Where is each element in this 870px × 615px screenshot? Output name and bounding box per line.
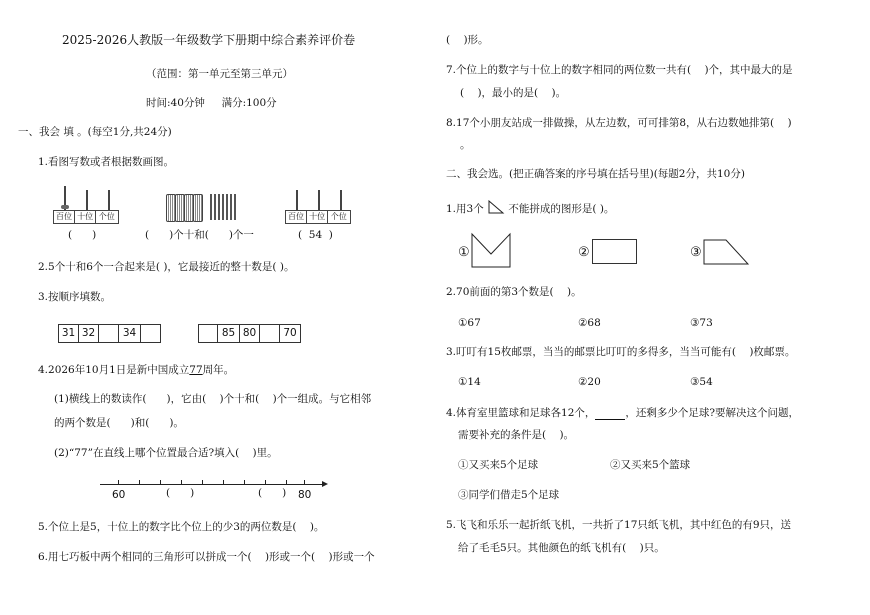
exam-title: 2025-2026人教版一年级数学下册期中综合素养评价卷	[62, 33, 356, 47]
nl-label-80: 80	[298, 489, 312, 501]
s2-q3-opt2: ②20	[578, 376, 601, 388]
q8-line2: 。	[460, 139, 471, 151]
q1-answer-c: ( 54 )	[298, 229, 333, 241]
q4-text	[38, 363, 234, 377]
seq-cell: 80	[239, 324, 260, 343]
trapezoid-shape	[703, 239, 749, 265]
s2-q2-opt3: ③73	[690, 317, 713, 329]
exam-range: （范围：第一单元至第三单元）	[146, 68, 293, 80]
q1-answer-a: ( )	[68, 229, 97, 241]
seq-cell[interactable]	[140, 324, 161, 343]
section2-heading: 二、我会选。(把正确答案的序号填在括号里)(每题2分，共10分)	[446, 168, 745, 180]
section1-heading: 一、我会 填 。(每空1分,共24分)	[18, 126, 172, 138]
s2-q1-post: 不能拼成的图形是( )。	[508, 203, 615, 215]
q5-text: 5.个位上是5，十位上的数字比个位上的少3的两位数是( )。	[38, 521, 325, 533]
q7-line2: ( )，最小的是( )。	[460, 87, 567, 99]
s2-q5-line2: 给了毛毛5只。其他颜色的纸飞机有( )只。	[458, 542, 665, 554]
s2-q3-opt1: ①14	[458, 376, 481, 388]
q4-underlined-number: 77	[189, 364, 203, 376]
s2-q4-opt1: ①又买来5个足球	[458, 459, 539, 471]
q8-line1: 8.17个小朋友站成一排做操，从左边数，可可排第8，从右边数她排第( )	[446, 117, 792, 129]
seq-cell: 70	[279, 324, 301, 343]
notched-square-shape	[471, 232, 511, 268]
exam-time-score: 时间:40分钟 满分:100分	[146, 97, 277, 109]
q1-text: 1.看图写数或者根据数画图。	[38, 156, 175, 168]
s2-q4-opt2: ②又买来5个篮球	[610, 459, 691, 471]
seq-cell: 34	[118, 324, 141, 343]
q4-text-post: 周年。	[202, 364, 235, 376]
q6-continued: ( )形。	[446, 34, 489, 46]
rectangle-shape	[592, 239, 637, 264]
nl-blank-1: ( )	[166, 487, 195, 499]
s2-q4-line2: 需要补充的条件是( )。	[458, 429, 575, 441]
s2-q1-text	[446, 200, 614, 216]
s2-q3-text: 3.叮叮有15枚邮票，当当的邮票比叮叮的多得多，当当可能有( )枚邮票。	[446, 346, 796, 358]
seq-cell[interactable]	[259, 324, 280, 343]
seq-cell: 31	[58, 324, 79, 343]
s2-q4-line1-pre: 4.体育室里篮球和足球各12个，	[446, 407, 596, 419]
s2-q5-line1: 5.飞飞和乐乐一起折纸飞机，一共折了17只纸飞机，其中红色的有9只，送	[446, 519, 792, 531]
abacus-label: 十位	[75, 211, 96, 223]
q4-sub1-line1: (1)横线上的数读作( )，它由( )个十和( )个一组成。与它相邻	[54, 393, 372, 405]
seq-cell[interactable]	[198, 324, 218, 343]
q1-answer-b: ( )个十和( )个一	[145, 229, 254, 241]
s2-q2-opt1: ①67	[458, 317, 481, 329]
q4-text-pre: 4.2026年10月1日是新中国成立	[38, 364, 190, 376]
q7-line1: 7.个位上的数字与十位上的数字相同的两位数一共有( )个，其中最大的是	[446, 64, 793, 76]
s2-q4-line1	[446, 406, 799, 420]
s2-q4-opt3: ③同学们借走5个足球	[458, 489, 560, 501]
q4-sub1-line2: 的两个数是( )和( )。	[54, 417, 184, 429]
option-3-marker: ③	[690, 245, 702, 260]
abacus-label: 个位	[98, 212, 115, 221]
seq-cell: 32	[78, 324, 99, 343]
abacus-label: 百位	[286, 211, 307, 223]
q4-sub2: (2)“77”在直线上哪个位置最合适?填入( )里。	[54, 447, 278, 459]
s2-q4-line1-post: ，还剩多少个足球?要解决这个问题，	[625, 407, 800, 419]
q3-text: 3.按顺序填数。	[38, 291, 112, 303]
s2-q1-pre: 1.用3个	[446, 203, 484, 215]
seq-cell: 85	[217, 324, 240, 343]
option-2-marker: ②	[578, 245, 590, 260]
s2-q2-text: 2.70前面的第3个数是( )。	[446, 286, 582, 298]
s2-q3-opt3: ③54	[690, 376, 713, 388]
s2-q4-blank[interactable]	[595, 409, 625, 420]
seq-cell[interactable]	[98, 324, 119, 343]
abacus-label: 十位	[307, 211, 328, 223]
nl-label-60: 60	[112, 489, 126, 501]
abacus-label: 个位	[330, 212, 347, 221]
nl-blank-2: ( )	[258, 487, 287, 499]
q2-text: 2.5个十和6个一合起来是( )，它最接近的整十数是( )。	[38, 261, 295, 273]
q6-text: 6.用七巧板中两个相同的三角形可以拼成一个( )形或一个( )形或一个	[38, 551, 375, 563]
triangle-icon	[487, 200, 505, 214]
option-1-marker: ①	[458, 245, 470, 260]
abacus-label: 百位	[54, 211, 75, 223]
s2-q2-opt2: ②68	[578, 317, 601, 329]
